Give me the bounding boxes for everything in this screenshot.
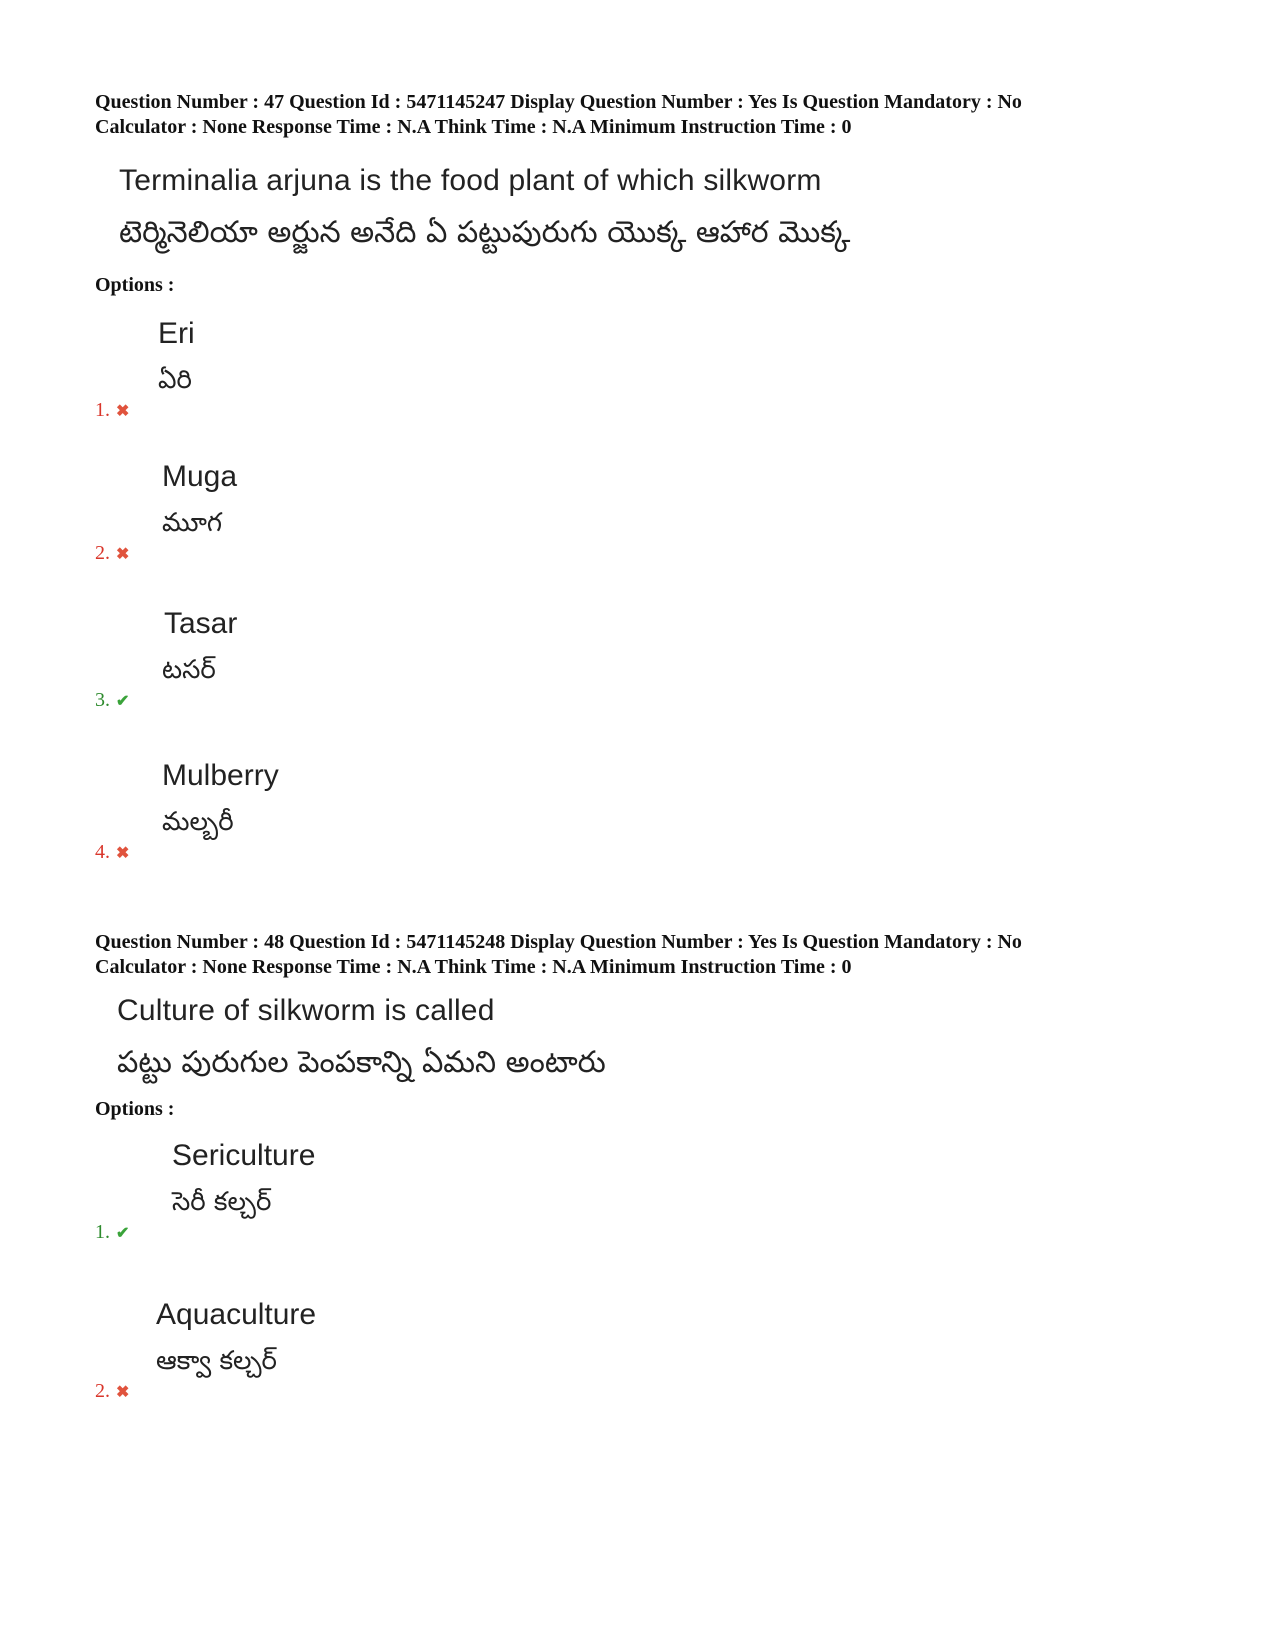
- question-text-english: Terminalia arjuna is the food plant of which silkworm: [119, 164, 822, 197]
- option-text-telugu: ఏరి: [158, 365, 192, 395]
- option-text-english: Aquaculture: [156, 1298, 317, 1331]
- option-text-english: Muga: [162, 460, 238, 493]
- option-text-english: Tasar: [164, 607, 238, 640]
- question-block-48: [95, 930, 1215, 1121]
- wrong-mark-icon: ✖: [116, 1383, 130, 1401]
- wrong-mark-icon: ✖: [116, 545, 130, 563]
- option-47-3[interactable]: [95, 605, 237, 712]
- option-text-english: Eri: [158, 317, 195, 350]
- option-text-telugu: ఆక్వా కల్చర్: [156, 1346, 277, 1376]
- option-text-telugu: సెరీ కల్చర్: [172, 1187, 272, 1217]
- options-label: Options :: [95, 1098, 175, 1120]
- option-number: 2. ✖: [95, 1380, 130, 1402]
- option-text-english: Sericulture: [172, 1139, 316, 1172]
- wrong-mark-icon: ✖: [116, 402, 130, 420]
- option-47-4[interactable]: [95, 757, 279, 864]
- wrong-mark-icon: ✖: [116, 844, 130, 862]
- option-47-2[interactable]: [95, 458, 237, 565]
- option-48-2[interactable]: [95, 1296, 316, 1403]
- check-mark-icon: ✔: [116, 692, 130, 710]
- question-meta-line-2: Calculator : None Response Time : N.A Think Time : N.A Minimum Instruction Time : 0: [95, 956, 852, 978]
- option-number: 1. ✖: [95, 399, 130, 421]
- question-meta-line-2: Calculator : None Response Time : N.A Think Time : N.A Minimum Instruction Time : 0: [95, 116, 852, 138]
- question-text-telugu: పట్టు పురుగుల పెంపకాన్ని ఏమని అంటారు: [117, 1045, 606, 1080]
- question-meta-line-1: Question Number : 47 Question Id : 5471145247 Display Question Number : Yes Is Question Mandatory : No: [95, 91, 1022, 113]
- option-number: 2. ✖: [95, 542, 130, 564]
- option-text-telugu: టసర్: [162, 655, 216, 685]
- option-47-1[interactable]: [95, 315, 195, 422]
- question-text-telugu: టెర్మినెలియా అర్జున అనేది ఏ పట్టుపురుగు యొక్క ఆహార మొక్క: [119, 215, 851, 250]
- options-label: Options :: [95, 274, 175, 296]
- option-number: 3. ✔: [95, 689, 130, 711]
- option-number: 4. ✖: [95, 841, 130, 863]
- option-text-telugu: మూగ: [162, 508, 223, 538]
- option-number: 1. ✔: [95, 1221, 130, 1243]
- question-block-47: [95, 90, 1215, 297]
- option-text-telugu: మల్బరీ: [162, 807, 234, 837]
- option-text-english: Mulberry: [162, 759, 279, 792]
- check-mark-icon: ✔: [116, 1224, 130, 1242]
- question-meta-line-1: Question Number : 48 Question Id : 5471145248 Display Question Number : Yes Is Question Mandatory : No: [95, 931, 1022, 953]
- question-text-english: Culture of silkworm is called: [117, 994, 495, 1027]
- option-48-1[interactable]: [95, 1137, 315, 1244]
